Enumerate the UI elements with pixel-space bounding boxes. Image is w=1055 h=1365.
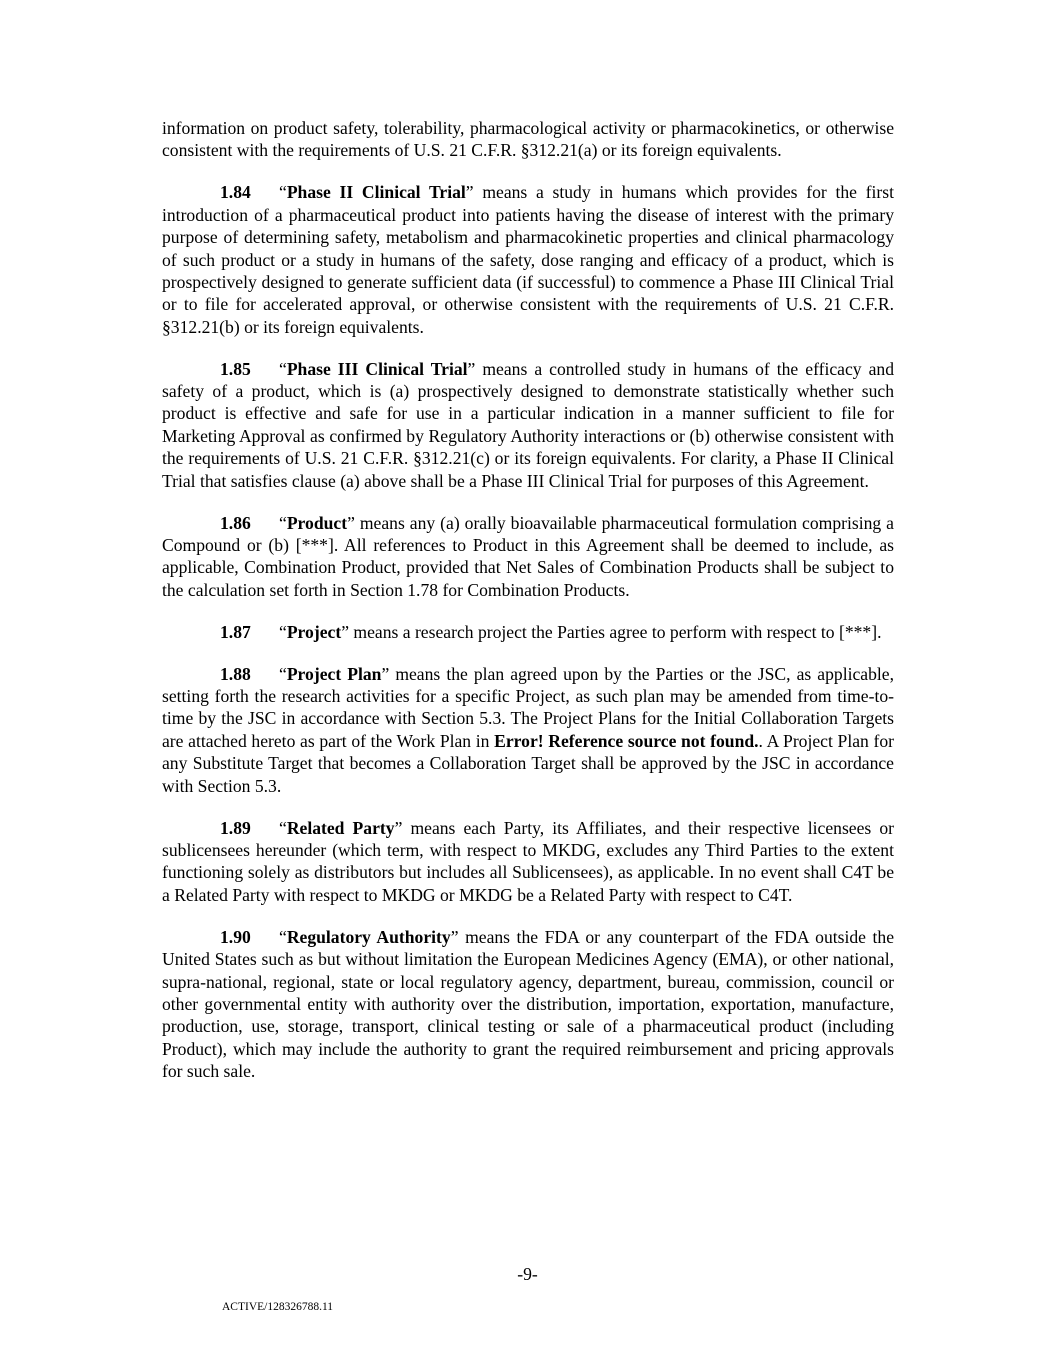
definition-text: means each Party, its Affiliates, and their respective licensees or sublicensees hereunder (which term, with respect to MKDG, excludes any Third Parties to the extent functioning solely as distributors but includes all Sublicensees), as applicable. In no event shall C4T be a Related Party with respect to MKDG or MKDG be a Related Party with respect to C4T. [162, 817, 894, 905]
section-1-85 [162, 358, 894, 492]
open-quote: “ [279, 926, 287, 947]
page-number: -9- [517, 1264, 538, 1284]
document-id: ACTIVE/128326788.11 [222, 1301, 334, 1313]
close-quote: ” [465, 182, 474, 203]
section-1-84 [162, 181, 894, 338]
definition-text: means a research project the Parties agree to perform with respect to [***]. [349, 621, 882, 642]
defined-term: Project [286, 621, 342, 642]
section-1-89 [162, 817, 894, 907]
close-quote: ” [450, 926, 459, 947]
definition-text-continued: . A Project Plan for any Substitute Target that becomes a Collaboration Target shall be approved by the JSC in accordance with Section 5.3. [162, 730, 894, 796]
open-quote: “ [279, 512, 287, 533]
reference-error-text: Error! Reference source not found. [494, 730, 759, 751]
open-quote: “ [279, 817, 287, 838]
continuation-paragraph: information on product safety, tolerability, pharmacological activity or pharmacokinetics, or otherwise consistent with the requirements of U.S. 21 C.F.R. §312.21(a) or its foreign equivalents. [162, 118, 894, 161]
open-quote: “ [279, 663, 287, 684]
section-number: 1.85 [220, 358, 251, 379]
defined-term: Related Party [286, 817, 395, 838]
close-quote: ” [341, 621, 349, 642]
open-quote: “ [279, 182, 287, 203]
section-number: 1.84 [220, 182, 251, 203]
close-quote: ” [394, 817, 403, 838]
close-quote: ” [347, 512, 355, 533]
open-quote: “ [279, 358, 287, 379]
close-quote: ” [467, 358, 476, 379]
definition-text: means a study in humans which provides for the first introduction of a pharmaceutical product into patients having the disease of interest with the primary purpose of determining safety, metabolism and pharmacokinetic properties and clinical pharmacology of such product or a study in humans of the safety, dose ranging and efficacy of a product, which is prospectively designed to generate sufficient data (if successful) to commence a Phase III Clinical Trial or to file for accelerated approval, or otherwise consistent with the requirements of U.S. 21 C.F.R. §312.21(b) or its foreign equivalents. [162, 182, 895, 337]
definition-text: means any (a) orally bioavailable pharmaceutical formulation comprising a Compound or (b) [***]. All references to Product in this Agreement shall be deemed to include, as applicable, Combination Product, provided that Net Sales of Combination Products shall be subject to the calculation set forth in Section 1.78 for Combination Products. [162, 512, 894, 600]
section-number: 1.86 [220, 512, 251, 533]
section-number: 1.87 [220, 621, 251, 642]
section-1-90 [162, 926, 894, 1083]
definition-text: means a controlled study in humans of the efficacy and safety of a product, which is (a) prospectively designed to demonstrate statistically whether such product is effective and safe for use in a particular indication in a manner sufficient to file for Marketing Approval as confirmed by Regulatory Authority interactions or (b) otherwise consistent with the requirements of U.S. 21 C.F.R. §312.21(c) or its foreign equivalents. For clarity, a Phase II Clinical Trial that satisfies clause (a) above shall be a Phase III Clinical Trial for purposes of this Agreement. [162, 358, 894, 491]
close-quote: ” [381, 663, 390, 684]
defined-term: Phase III Clinical Trial [286, 358, 468, 379]
defined-term: Project Plan [286, 663, 382, 684]
section-number: 1.90 [220, 926, 251, 947]
document-body [162, 117, 894, 1102]
definition-text: means the FDA or any counterpart of the FDA outside the United States such as but without limitation the European Medicines Agency (EMA), or other national, supra-national, regional, state or local regulatory agency, department, bureau, commission, council or other governmental entity with authority over the distribution, importation, exportation, manufacture, production, use, storage, transport, clinical testing or sale of a pharmaceutical product (including Product), which may include the authority to grant the required reimbursement and pricing approvals for such sale. [162, 926, 894, 1082]
section-1-86 [162, 512, 894, 602]
open-quote: “ [279, 621, 287, 642]
defined-term: Regulatory Authority [286, 926, 451, 947]
defined-term: Product [286, 512, 348, 533]
section-number: 1.89 [220, 817, 251, 838]
section-1-88 [162, 663, 894, 797]
defined-term: Phase II Clinical Trial [286, 182, 466, 203]
section-number: 1.88 [220, 663, 251, 684]
definition-text: means the plan agreed upon by the Parties or the JSC, as applicable, setting forth the research activities for a specific Project, as such plan may be amended from time-to-time by the JSC in accordance with Section 5.3. The Project Plans for the Initial Collaboration Targets are attached hereto as part of the Work Plan in [162, 663, 894, 751]
section-1-87 [162, 621, 894, 643]
